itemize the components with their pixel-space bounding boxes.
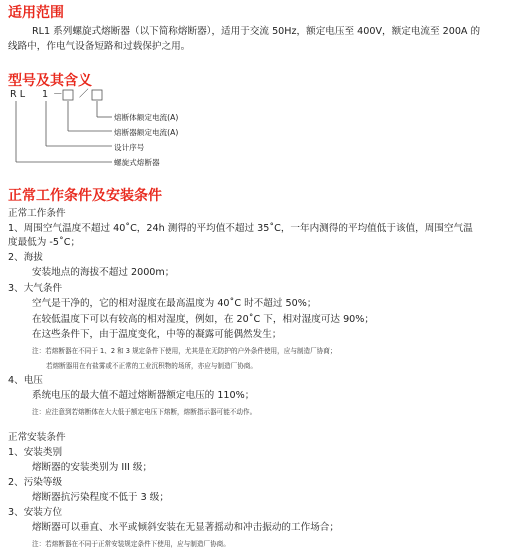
install-conditions-title: 正常安装条件 bbox=[8, 432, 66, 443]
section-heading-conditions: 正常工作条件及安装条件 bbox=[8, 188, 162, 204]
model-code-1: 1 bbox=[42, 89, 49, 100]
condition-3-line3: 在这些条件下，由于温度变化，中等的凝露可能偶然发生； bbox=[32, 329, 282, 340]
model-code-slash: ／ bbox=[79, 89, 89, 100]
condition-1: 1、周围空气温度不超过 40˚C，24h 测得的平均值不超过 35˚C，一年内测得的平均值低于该值，周围空气温 bbox=[8, 223, 473, 234]
install-2-text: 熔断器抗污染程度不低于 3 级； bbox=[32, 492, 169, 503]
condition-1-cont: 度最低为 -5˚C； bbox=[8, 237, 81, 248]
install-1-text: 熔断器的安装类别为 III 级； bbox=[32, 462, 153, 473]
scope-text-line1: RL1 系列螺旋式熔断器（以下简称熔断器），适用于交流 50Hz，额定电压至 400V，额定电流至 200A 的 bbox=[32, 26, 481, 37]
condition-2-title: 2、海拔 bbox=[8, 252, 43, 263]
condition-3-title: 3、大气条件 bbox=[8, 283, 63, 294]
label-screw-fuse: 螺旋式熔断器 bbox=[114, 158, 160, 167]
install-3-text: 熔断器可以垂直、水平或倾斜安装在无显著摇动和冲击振动的工作场合； bbox=[32, 522, 339, 533]
condition-4-text: 系统电压的最大值不超过熔断器额定电压的 110%； bbox=[32, 390, 255, 401]
install-1-title: 1、安装类别 bbox=[8, 447, 63, 458]
section-heading-scope: 适用范围 bbox=[8, 5, 64, 21]
label-fuse-link-current: 熔断体额定电流(A) bbox=[114, 113, 179, 122]
scope-text-line2: 线路中，作电气设备短路和过载保护之用。 bbox=[8, 41, 191, 52]
model-code-rl: R L bbox=[10, 89, 26, 100]
condition-4-note: 注：应注意到若熔断体在大大低于额定电压下熔断，熔断指示器可能不动作。 bbox=[32, 408, 257, 416]
condition-3-note1: 注：若熔断器在不同于 1、2 和 3 规定条件下使用，尤其是在无防护的户外条件使用，应与制造厂协商； bbox=[32, 347, 337, 355]
section-heading-model: 型号及其含义 bbox=[8, 73, 92, 89]
install-2-title: 2、污染等级 bbox=[8, 477, 63, 488]
label-fuse-current: 熔断器额定电流(A) bbox=[114, 128, 179, 137]
condition-3-line2: 在较低温度下可以有较高的相对湿度，例如，在 20˚C 下，相对湿度可达 90%； bbox=[32, 314, 374, 325]
install-3-title: 3、安装方位 bbox=[8, 507, 63, 518]
condition-3-note2: 若熔断器用在有盐雾或不正常的工业沉积物的场所，亦应与制造厂协商。 bbox=[46, 362, 257, 370]
install-note: 注：若熔断器在不同于正常安装规定条件下使用，应与制造厂协商。 bbox=[32, 540, 230, 548]
condition-2-text: 安装地点的海拔不超过 2000m； bbox=[32, 267, 175, 278]
condition-3-line1: 空气是干净的，它的相对湿度在最高温度为 40˚C 时不超过 50%； bbox=[32, 298, 317, 309]
condition-4-title: 4、电压 bbox=[8, 375, 43, 386]
work-conditions-title: 正常工作条件 bbox=[8, 208, 66, 219]
label-design-number: 设计序号 bbox=[114, 143, 145, 152]
model-code-dash: － bbox=[53, 89, 63, 100]
